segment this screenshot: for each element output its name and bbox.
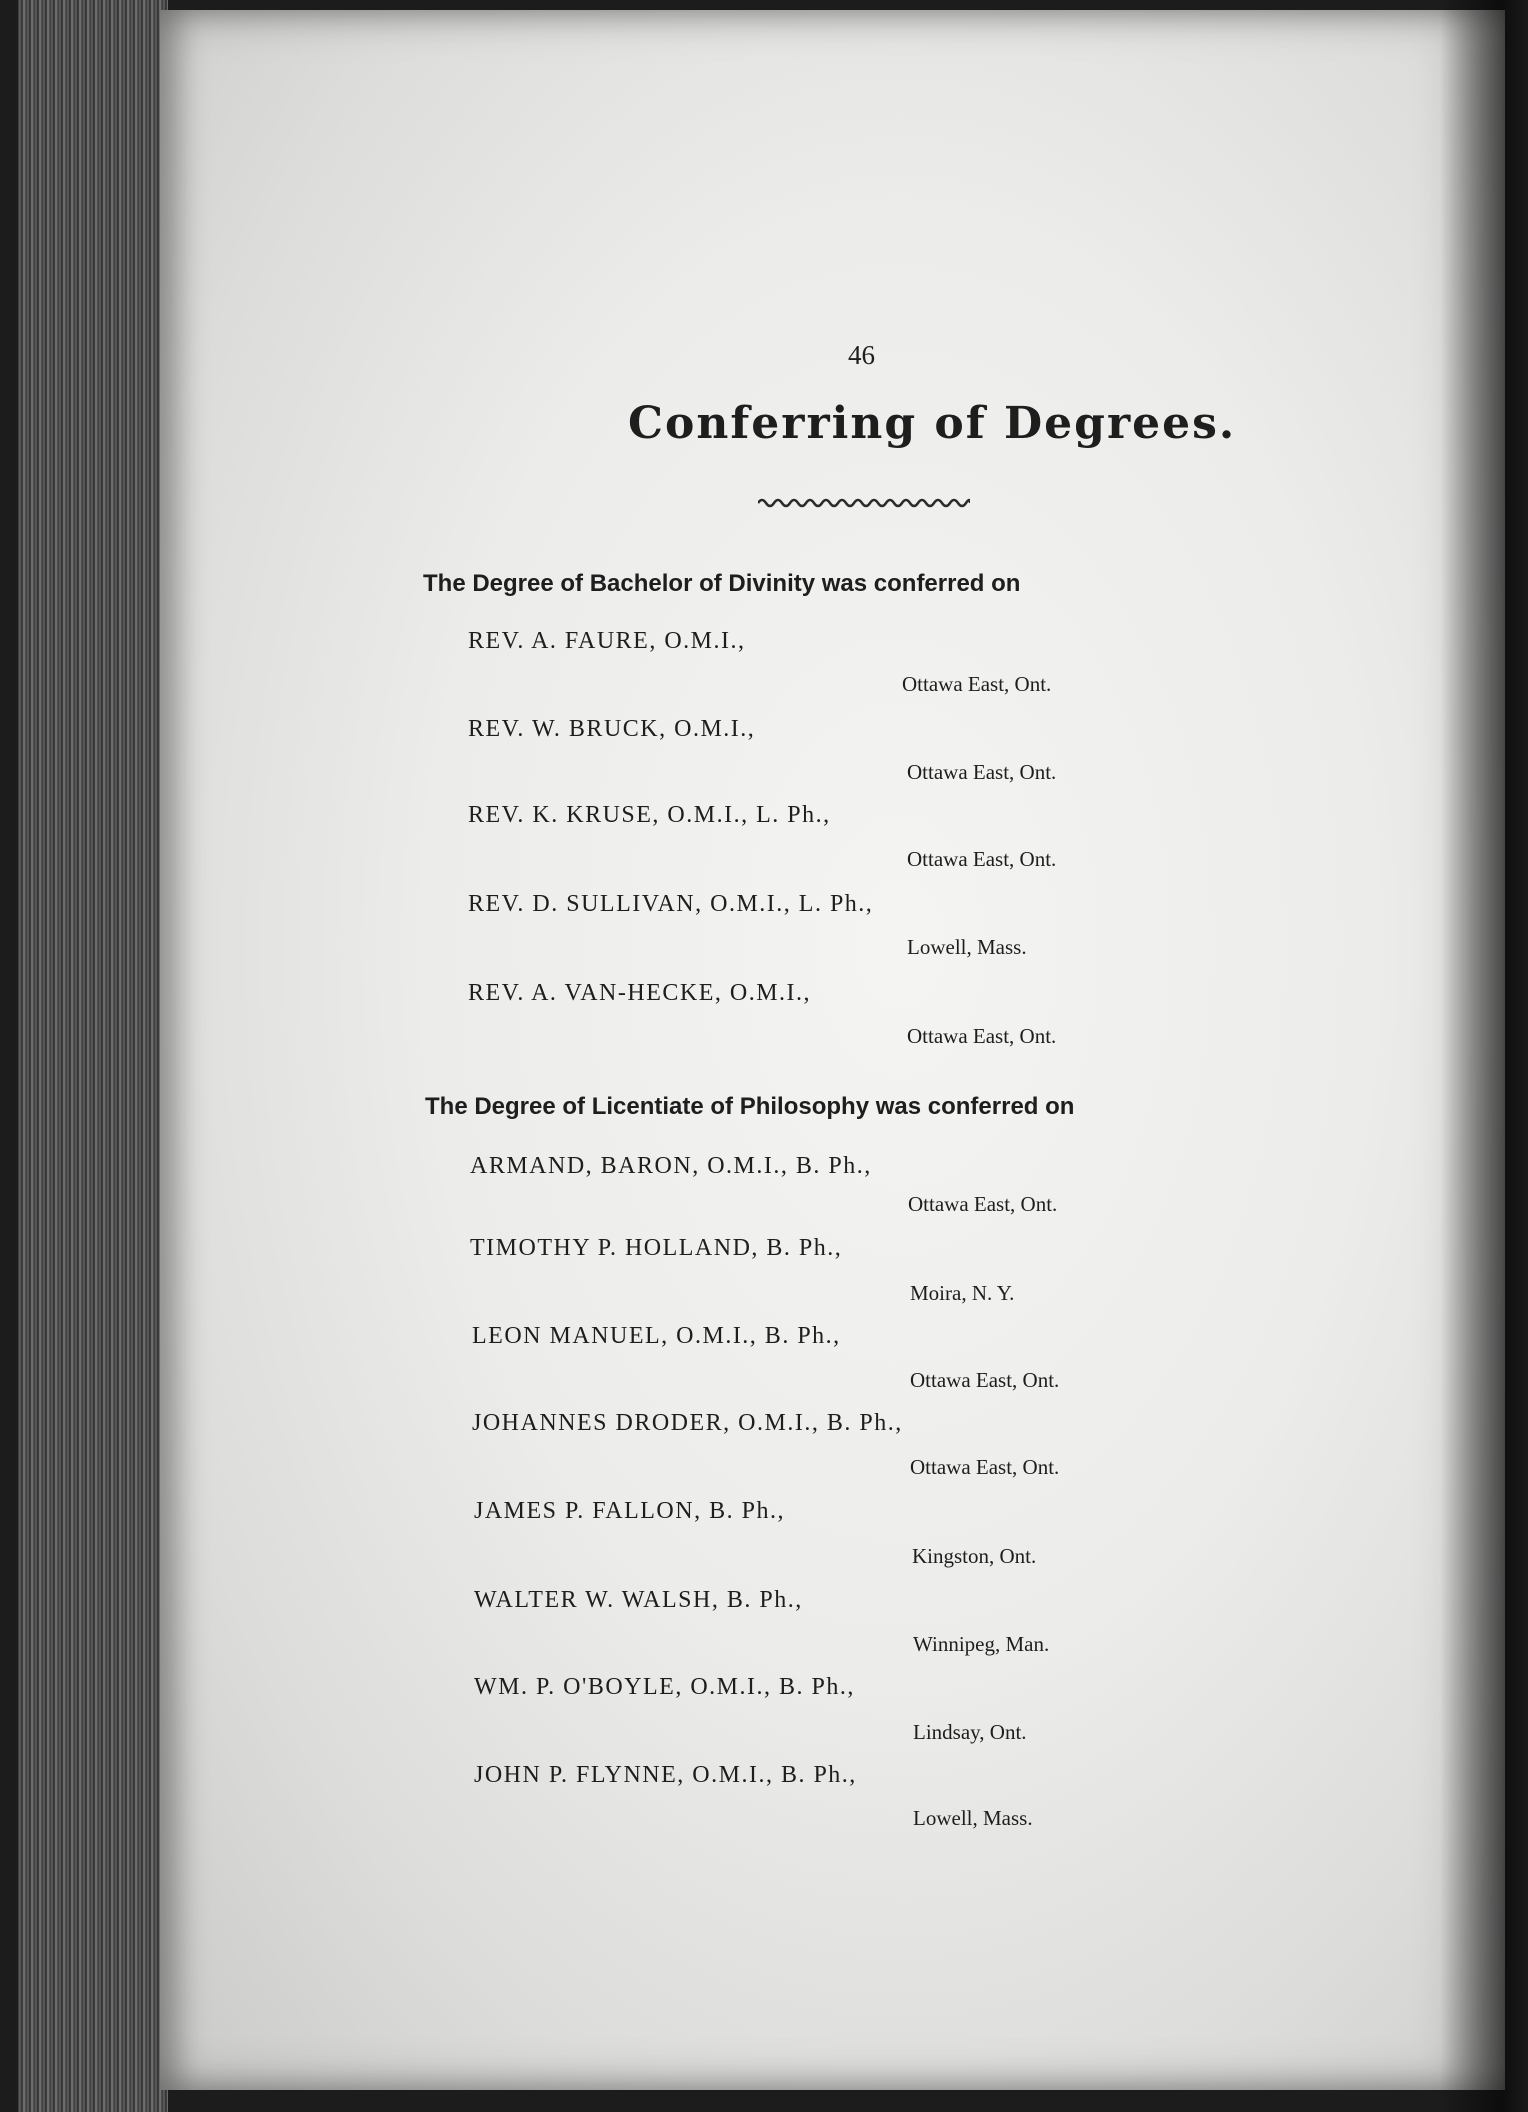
recipient-location: Ottawa East, Ont. <box>907 760 1057 784</box>
degree-recipient: REV. W. BRUCK, O.M.I., <box>468 716 756 742</box>
recipient-location: Lowell, Mass. <box>913 1806 1033 1830</box>
section-heading-bachelor-divinity: The Degree of Bachelor of Divinity was conferred on <box>423 570 1021 597</box>
degree-recipient: REV. K. KRUSE, O.M.I., L. Ph., <box>468 802 831 828</box>
degree-recipient: TIMOTHY P. HOLLAND, B. Ph., <box>470 1235 843 1261</box>
recipient-location: Ottawa East, Ont. <box>910 1455 1060 1479</box>
recipient-location: Lowell, Mass. <box>907 935 1027 959</box>
section-heading-licentiate-philosophy: The Degree of Licentiate of Philosophy was conferred on <box>425 1093 1075 1120</box>
page-title: Conferring of Degrees. <box>628 398 1237 449</box>
wavy-rule-ornament <box>758 496 970 510</box>
binding-shadow <box>1440 0 1528 2112</box>
recipient-location: Kingston, Ont. <box>912 1544 1037 1568</box>
recipient-location: Moira, N. Y. <box>910 1281 1015 1305</box>
degree-recipient: REV. A. VAN-HECKE, O.M.I., <box>468 980 812 1006</box>
recipient-location: Ottawa East, Ont. <box>907 847 1057 871</box>
page-number: 46 <box>848 340 875 370</box>
recipient-location: Winnipeg, Man. <box>913 1632 1050 1656</box>
degree-recipient: REV. A. FAURE, O.M.I., <box>468 628 746 654</box>
degree-recipient: JOHN P. FLYNNE, O.M.I., B. Ph., <box>474 1762 857 1788</box>
degree-recipient: JOHANNES DRODER, O.M.I., B. Ph., <box>472 1410 903 1436</box>
degree-recipient: REV. D. SULLIVAN, O.M.I., L. Ph., <box>468 891 874 917</box>
degree-recipient: JAMES P. FALLON, B. Ph., <box>474 1498 785 1524</box>
recipient-location: Ottawa East, Ont. <box>907 1024 1057 1048</box>
recipient-location: Lindsay, Ont. <box>913 1720 1027 1744</box>
degree-recipient: LEON MANUEL, O.M.I., B. Ph., <box>472 1323 841 1349</box>
recipient-location: Ottawa East, Ont. <box>910 1368 1060 1392</box>
degree-recipient: ARMAND, BARON, O.M.I., B. Ph., <box>470 1153 872 1179</box>
degree-recipient: WALTER W. WALSH, B. Ph., <box>474 1587 803 1613</box>
recipient-location: Ottawa East, Ont. <box>902 672 1052 696</box>
book-page-edges <box>18 0 168 2112</box>
recipient-location: Ottawa East, Ont. <box>908 1192 1058 1216</box>
degree-recipient: WM. P. O'BOYLE, O.M.I., B. Ph., <box>474 1674 855 1700</box>
